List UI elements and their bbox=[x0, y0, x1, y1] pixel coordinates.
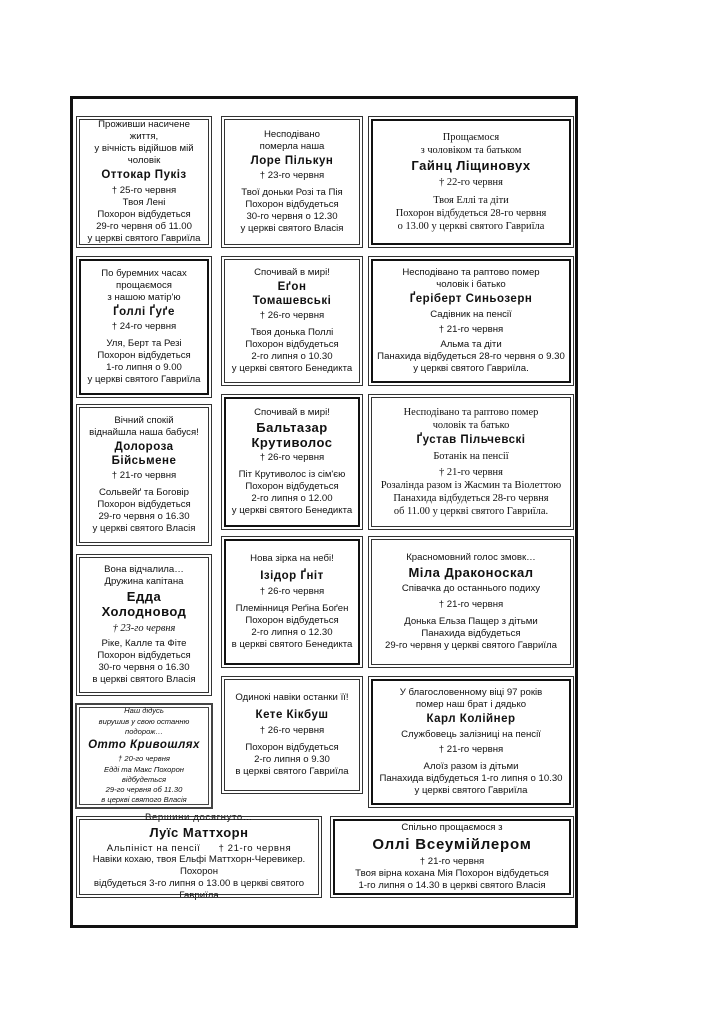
funeral-line: у церкві святого Гавриїла. bbox=[413, 362, 529, 374]
death-date: † 21-го червня bbox=[111, 469, 177, 481]
obituary-vseumiilerom bbox=[333, 819, 571, 895]
obituary-synozern bbox=[371, 259, 571, 383]
intro-line: з чоловіком та батьком bbox=[420, 145, 522, 157]
occupation: Службовець залізниці на пенсії bbox=[401, 728, 541, 740]
intro-line: Несподівано та раптово помер bbox=[403, 407, 539, 419]
funeral-line: у церкві святого Гавриїла bbox=[87, 232, 201, 244]
funeral-line: Похорон відбудеться bbox=[245, 199, 339, 211]
funeral-line: в церкві святого Власія bbox=[101, 795, 187, 805]
intro-line: Наш дідусь bbox=[124, 706, 164, 716]
mourners: Алоїз разом із дітьми bbox=[423, 760, 519, 772]
death-date: † 26-го червня bbox=[259, 452, 325, 464]
intro-line: Спочивай в мирі! bbox=[254, 406, 330, 418]
funeral-line: відбудеться 3-го липня о 13.00 в церкві святого Гавриїла bbox=[93, 878, 305, 902]
intro-line: Несподівано bbox=[263, 128, 321, 140]
intro-line: Красномовний голос змовк… bbox=[406, 551, 536, 563]
intro-line: Вершини досягнуто… bbox=[145, 811, 253, 823]
death-date: † 21-го червня bbox=[438, 599, 504, 611]
funeral-line: 30-го червня о 16.30 bbox=[98, 661, 190, 673]
mourners: Твоя Еллі та діти bbox=[433, 194, 509, 206]
death-date: † 26-го червня bbox=[259, 724, 325, 736]
deceased-name: Ізідор Ґніт bbox=[260, 570, 324, 583]
occupation: Альпініст на пенсії bbox=[106, 842, 201, 854]
mourners: Сольвейґ та Боговір bbox=[98, 486, 190, 498]
intro-line: Вічний спокій bbox=[114, 415, 174, 427]
death-date: † 26-го червня bbox=[259, 309, 325, 321]
intro-line: У благословенному віці 97 років bbox=[399, 687, 543, 699]
death-date: † 20-го червня bbox=[118, 754, 170, 764]
funeral-line: 30-го червня о 12.30 bbox=[246, 211, 338, 223]
funeral-line: в церкві святого Гавриїла bbox=[235, 765, 349, 777]
obituary-holodnovod bbox=[79, 557, 209, 693]
occupation: Співачка до останнього подиху bbox=[401, 582, 541, 594]
obituary-koliiner bbox=[371, 679, 571, 805]
intro-line: Спільно прощаємося з bbox=[401, 822, 503, 834]
obituary-matthorn bbox=[79, 811, 319, 902]
funeral-line: Похорон відбудеться bbox=[245, 741, 339, 753]
intro-line: По буремних часах bbox=[101, 267, 187, 279]
deceased-name: Отто Кривошлях bbox=[88, 739, 200, 752]
death-date: † 23-го червня bbox=[112, 622, 176, 634]
mourners: Уля, Берт та Резі bbox=[106, 338, 182, 350]
funeral-line: Навіки кохаю, твоя Ельфі Маттхорн-Черевикер. Похорон bbox=[92, 854, 306, 878]
funeral-line: Похорон відбудеться bbox=[245, 481, 339, 493]
death-date: † 24-го червня bbox=[111, 321, 177, 333]
intro-line: вирушив у свою останню подорож… bbox=[98, 716, 190, 736]
intro-line: Дружина капітана bbox=[104, 576, 184, 588]
intro-line: помер наш брат і дядько bbox=[415, 699, 527, 711]
deceased-name: Лоре Пількун bbox=[250, 154, 334, 167]
obituary-lishchynovukh bbox=[371, 119, 571, 245]
funeral-line: о 13.00 у церкві святого Гавриїла bbox=[397, 220, 545, 232]
obituary-pukiz bbox=[79, 119, 209, 245]
obituary-krutyvolos bbox=[224, 397, 360, 527]
death-date: † 23-го червня bbox=[259, 170, 325, 182]
funeral-line: Похорон відбудеться bbox=[97, 498, 191, 510]
funeral-line: Панахида відбудеться bbox=[421, 628, 521, 640]
obituary-pilchevski bbox=[371, 397, 571, 527]
funeral-line: Похорон відбудеться 28-го червня bbox=[395, 207, 547, 219]
funeral-line: Еддi та Макс Похорон відбудеться bbox=[104, 764, 184, 784]
intro-line: віднайшла наша бабуся! bbox=[89, 427, 199, 439]
funeral-line: 29-го червня об 11.30 bbox=[105, 785, 183, 795]
funeral-line: у церкві святого Бенедикта bbox=[231, 362, 353, 374]
funeral-line: в церкві святого Бенедикта bbox=[231, 638, 353, 650]
death-date: † 21-го червня bbox=[419, 855, 485, 867]
obituary-drakonoskal bbox=[371, 539, 571, 665]
intro-line: Вона відчалила… bbox=[104, 564, 184, 576]
deceased-name: Оттокар Пукіз bbox=[101, 169, 187, 182]
deceased-name: Луїс Маттхорн bbox=[149, 824, 249, 840]
deceased-name: Кете Кікбуш bbox=[255, 709, 329, 722]
deceased-name: Ґоллі Ґуґе bbox=[113, 305, 175, 318]
mourners: Ріке, Калле та Фіте bbox=[101, 637, 187, 649]
mourners: Твоя Лені bbox=[122, 196, 166, 208]
funeral-line: 29-го червня об 11.00 bbox=[96, 220, 192, 232]
obituary-gnit bbox=[224, 539, 360, 665]
intro-line: прощаємося bbox=[116, 279, 172, 291]
deceased-name: Ґеріберт Синьозерн bbox=[409, 293, 533, 306]
funeral-line: Похорон відбудеться bbox=[245, 338, 339, 350]
deceased-name: Бальтазар Крутиволос bbox=[251, 419, 333, 450]
mourners: Твоя донька Поллі bbox=[250, 326, 334, 338]
funeral-line: 2-го липня о 10.30 bbox=[251, 350, 333, 362]
occupation: Садівник на пенсії bbox=[430, 308, 512, 320]
mourners: Піт Крутиволос із сім'єю bbox=[238, 469, 346, 481]
deceased-name: Оллі Всеумійлером bbox=[372, 836, 532, 854]
intro-line: чоловік і батько bbox=[436, 279, 506, 291]
intro-line: Нова зірка на небі! bbox=[250, 553, 334, 565]
intro-line: з нашою матір'ю bbox=[107, 291, 181, 303]
obituary-kryvoshliakh bbox=[79, 707, 209, 805]
deceased-name: Едда Холодновод bbox=[101, 589, 187, 620]
deceased-name: Еґон Томашевські bbox=[252, 281, 332, 307]
obituary-tomashevski bbox=[224, 259, 360, 383]
death-date: † 25-го червня bbox=[111, 184, 177, 196]
death-date: † 21-го червня bbox=[438, 743, 504, 755]
intro-line: чоловік та батько bbox=[432, 420, 510, 432]
funeral-line: 29-го червня о 16.30 bbox=[98, 510, 190, 522]
intro-line: Проживши насичене життя, bbox=[98, 119, 190, 143]
funeral-line: у церкві святого Бенедикта bbox=[231, 505, 353, 517]
deceased-name: Карл Колійнер bbox=[426, 713, 516, 726]
funeral-line: Похорон відбудеться bbox=[97, 350, 191, 362]
funeral-line: об 11.00 у церкві святого Гавриїла. bbox=[393, 505, 549, 517]
intro-line: Спочивай в мирі! bbox=[254, 267, 330, 279]
death-date: † 22-го червня bbox=[439, 176, 503, 188]
obituary-kikbush bbox=[224, 679, 360, 791]
funeral-line: Панахида відбудеться 28-го червня о 9.30 bbox=[377, 350, 565, 362]
funeral-line: 29-го червня у церкві святого Гавриїла bbox=[385, 640, 557, 652]
intro-line: Прощаємося bbox=[442, 132, 500, 144]
mourners: Розалінда разом із Жасмин та Віолеттою bbox=[380, 479, 562, 491]
funeral-line: 2-го липня о 12.30 bbox=[251, 626, 333, 638]
funeral-line: Панахида відбудеться 1-го липня о 10.30 bbox=[379, 772, 563, 784]
deceased-name: Ґустав Пільчевскі bbox=[416, 434, 526, 447]
funeral-line: Твоя вірна кохана Мія Похорон відбудеться bbox=[355, 867, 549, 879]
mourners: Альма та діти bbox=[440, 338, 502, 350]
funeral-line: Похорон відбудеться bbox=[97, 208, 191, 220]
death-date: † 21-го червня bbox=[438, 323, 504, 335]
funeral-line: у церкві святого Гавриїла bbox=[414, 784, 528, 796]
funeral-line: Похорон відбудеться bbox=[97, 649, 191, 661]
death-date: † 26-го червня bbox=[259, 585, 325, 597]
intro-line: померла наша bbox=[259, 140, 325, 152]
funeral-line: у церкві святого Гавриїла bbox=[87, 374, 201, 386]
funeral-line: у церкві святого Власія bbox=[92, 522, 196, 534]
intro-line: Одинокі навіки останки її! bbox=[235, 692, 349, 704]
funeral-line: у церкві святого Власія bbox=[240, 223, 344, 235]
mourners: Племінниця Реґіна Боґен bbox=[235, 602, 349, 614]
funeral-line: 2-го липня о 9.30 bbox=[254, 753, 330, 765]
death-date: † 21-го червня bbox=[439, 466, 503, 478]
deceased-name: Гайнц Ліщиновух bbox=[411, 158, 531, 174]
funeral-line: в церкві святого Власія bbox=[92, 673, 196, 685]
obituary-bisemene bbox=[79, 407, 209, 543]
funeral-line: 1-го липня о 9.00 bbox=[106, 362, 182, 374]
funeral-line: Похорон відбудеться bbox=[245, 614, 339, 626]
intro-line: Несподівано та раптово помер bbox=[402, 267, 540, 279]
obituary-pilkun bbox=[224, 119, 360, 245]
obituary-gudzhe bbox=[79, 259, 209, 395]
occupation: Ботанік на пенсії bbox=[433, 450, 509, 462]
obituary-page bbox=[70, 96, 578, 928]
funeral-line: Панахида відбудеться 28-го червня bbox=[393, 492, 549, 504]
deceased-name: Міла Драконоскал bbox=[408, 564, 534, 580]
mourners: Донька Ельза Пащер з дітьми bbox=[404, 616, 538, 628]
intro-line: у вічність відійшов мій чоловік bbox=[94, 143, 194, 167]
mourners: Твої доньки Розі та Пія bbox=[241, 187, 343, 199]
funeral-line: 1-го липня о 14.30 в церкві святого Власія bbox=[358, 879, 546, 891]
deceased-name: Долороза Бійсьмене bbox=[111, 441, 177, 467]
death-date: † 21-го червня bbox=[218, 842, 292, 854]
funeral-line: 2-го липня о 12.00 bbox=[251, 493, 333, 505]
